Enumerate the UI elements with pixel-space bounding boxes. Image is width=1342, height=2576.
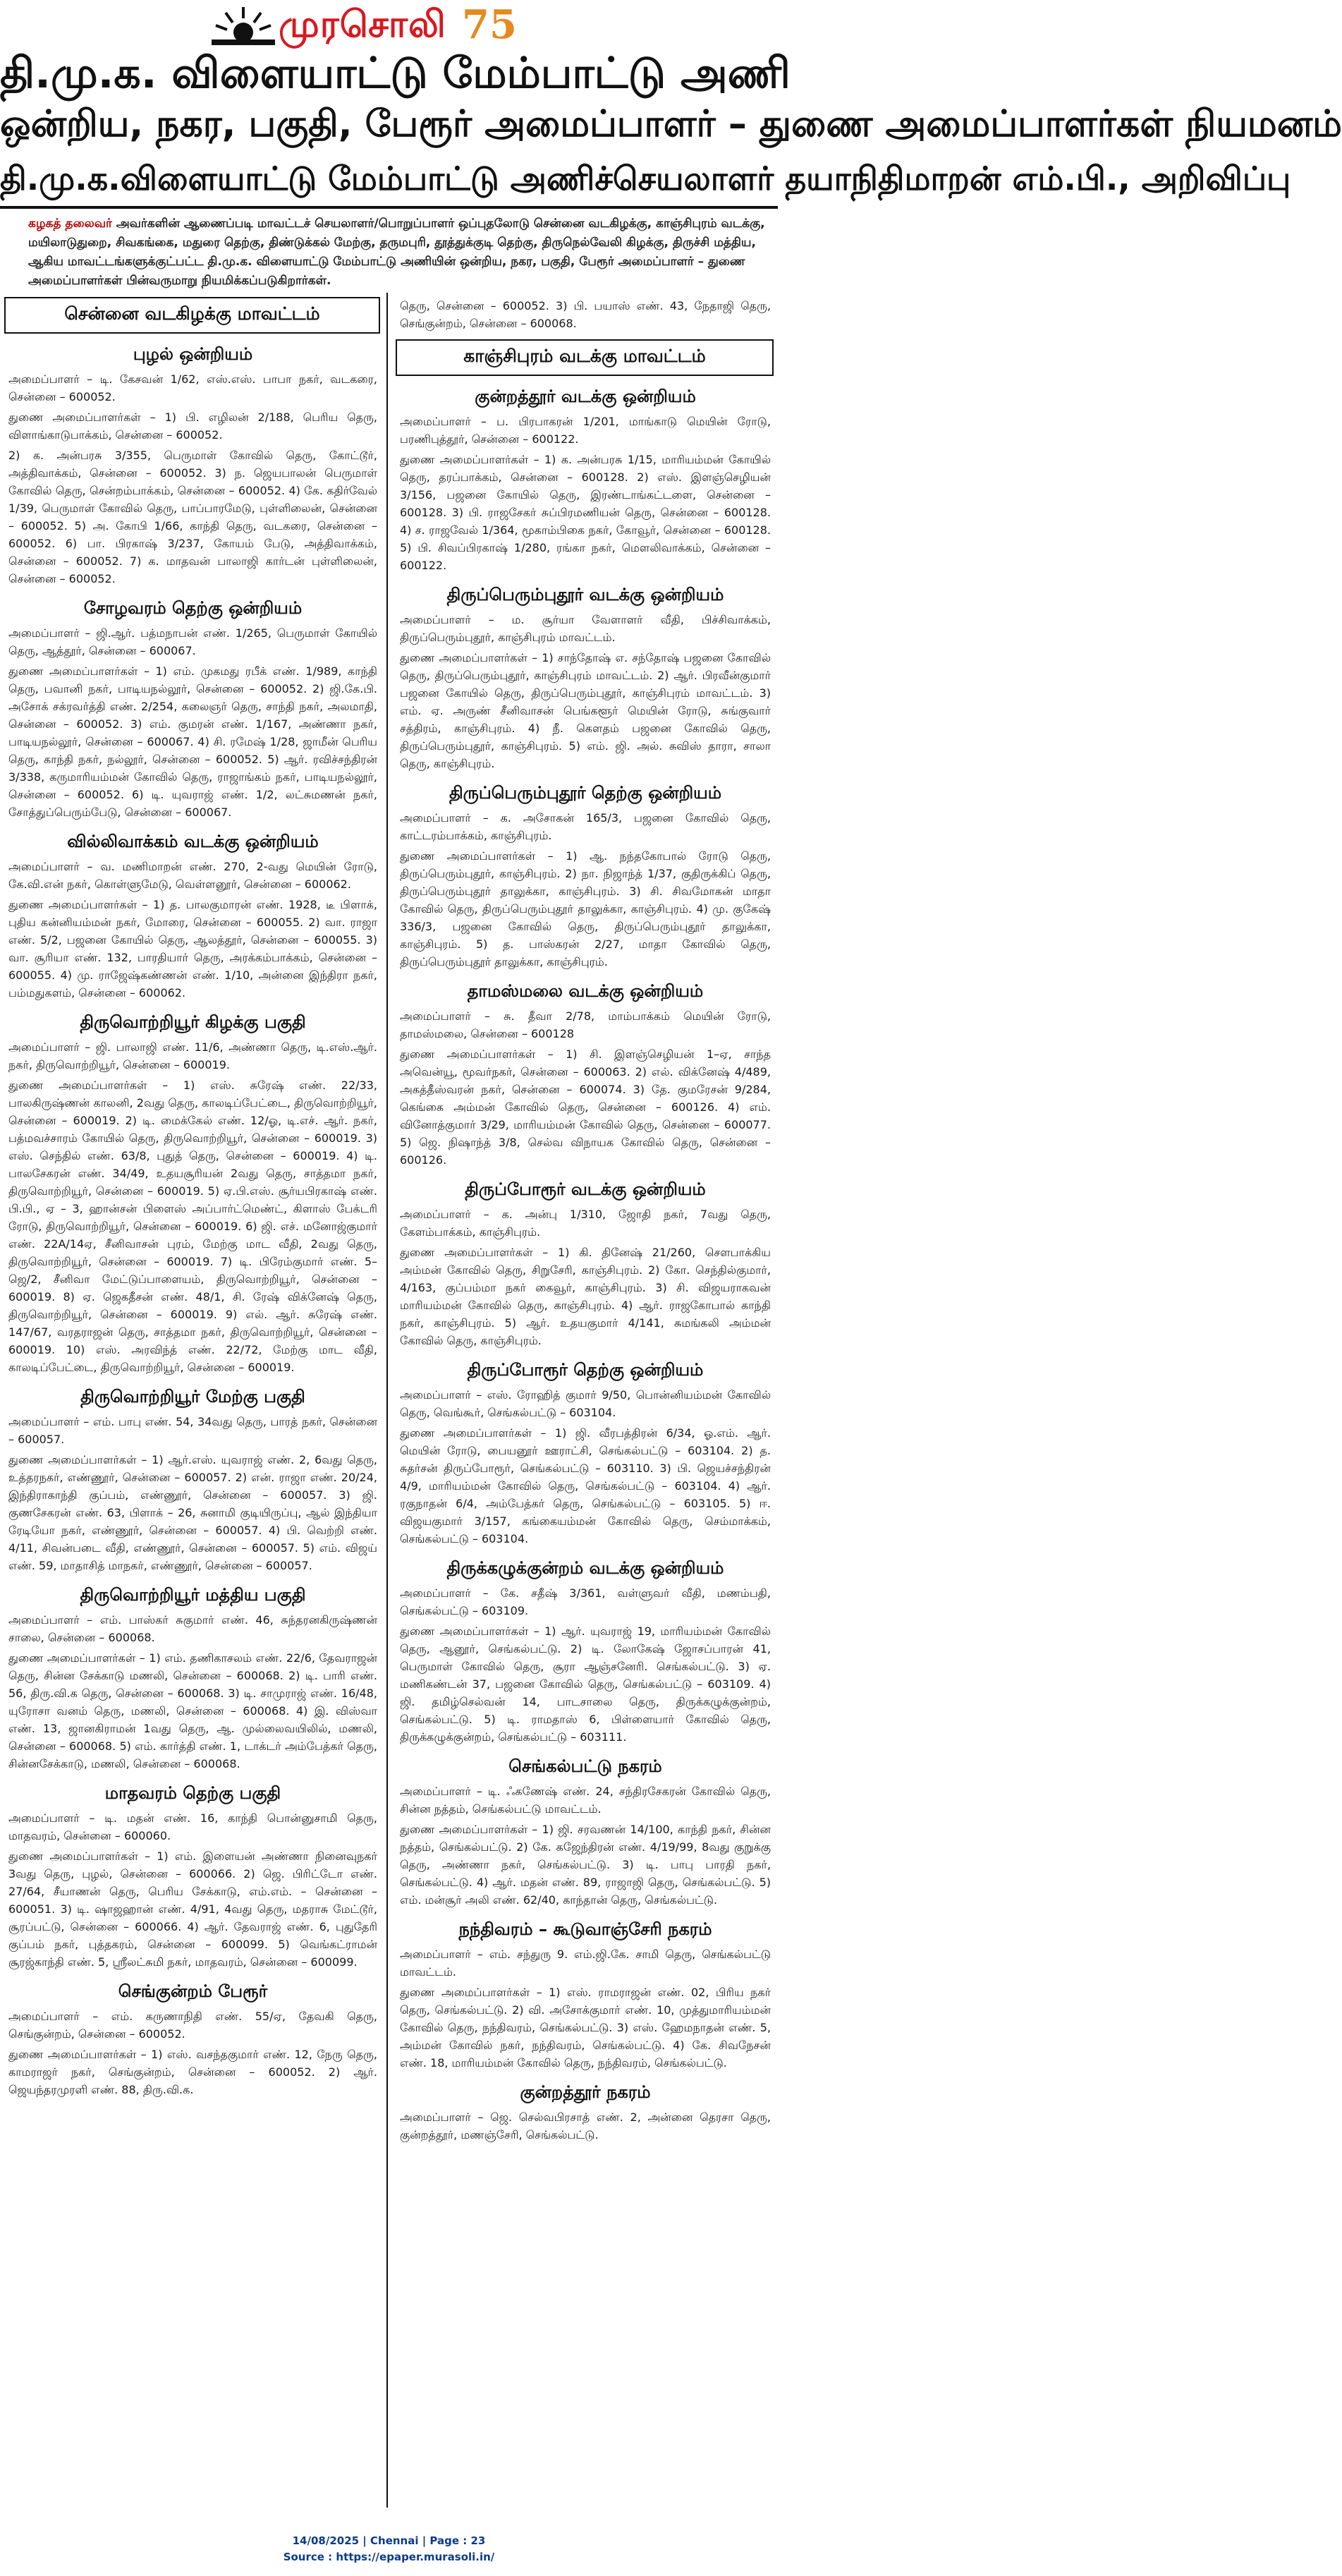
column-divider <box>386 293 388 2508</box>
district-header: காஞ்சிபுரம் வடக்கு மாவட்டம் <box>396 339 774 376</box>
anniversary-mark: 75 <box>462 1 517 48</box>
masthead-name: முரசொலி <box>279 3 446 46</box>
column-right <box>391 293 778 2515</box>
organizer-text: அமைப்பாளர் – கே. சதீஷ் 3/361, வள்ளுவர் வீதி, மணம்பதி, செங்கல்பட்டு – 603109. <box>400 1586 771 1617</box>
union-title: திருக்கழுக்குன்றம் வடக்கு ஒன்றியம் <box>446 1558 724 1578</box>
union-title: திருப்பெரும்புதூர் தெற்கு ஒன்றியம் <box>449 783 721 803</box>
organizer-text: அமைப்பாளர் – க. அன்பு 1/310, ஜோதி நகர், 7வது தெரு, கேளம்பாக்கம், காஞ்சிபுரம். <box>400 1208 771 1239</box>
union-title: புழல் ஒன்றியம் <box>133 344 253 364</box>
union-block <box>400 583 771 772</box>
organizer-text: அமைப்பாளர் – எஸ். ரோஹித் குமார் 9/50, பொன்னியம்மன் கோவில் தெரு, வெங்கூர், செங்கல்பட்டு – 603104. <box>400 1388 771 1419</box>
deputy-organizers-text: துணை அமைப்பாளர்கள் – 1) பி. எழிலன் 2/188, பெரிய தெரு, விளாங்காடுபாக்கம், சென்னை – 600052. <box>8 411 377 442</box>
union-title: சோழவரம் தெற்கு ஒன்றியம் <box>83 598 303 618</box>
deputy-organizers-text: துணை அமைப்பாளர்கள் – 1) த. பாலகுமாரன் எண். 1928, டீ பிளாக், புதிய கன்னியம்மன் நகர், மோரை, சென்னை – 600055. 2) வா. ராஜா எண். 5/2, பஜனை கோயில் தெரு, ஆலத்தூர், சென்னை – 600055. 3) வா. சூரியா எண். 132, பாரதியார் தெரு, அரக்கம்பாக்கம், சென்னை – 600055. 4) மு. ராஜேஷ்கண்ணன் எண். 1/10, அன்னை இந்திரா நகர், பம்மதுகளம், சென்னை – 600062. <box>8 898 377 1000</box>
union-block <box>400 384 771 574</box>
intro-lead: கழகத் தலைவர் <box>28 217 112 231</box>
union-title: குன்றத்தூர் வடக்கு ஒன்றியம் <box>475 387 696 406</box>
deputy-organizers-text: துணை அமைப்பாளர்கள் – 1) ஆ. நந்தகோபால் ரோடு தெரு, திருப்பெரும்புதூர், காஞ்சிபுரம். 2) நா. நிஜாந்த் 1/37, குதிருக்கிப் தெரு, திருப்பெரும்புதூர் தாலுக்கா, காஞ்சிபுரம். 3) சி. சிவமோகன் மாதா கோவில் தெரு, திருப்பெரும்புதூர் தாலுக்கா, காஞ்சிபுரம். 4) மு. குகேஷ் 336/3, பஜனை கோவில் தெரு, திருப்பெரும்புதூர் தாலுக்கா, காஞ்சிபுரம். 5) த. பாஸ்கரன் 2/27, மாதா கோவில் தெரு, திருப்பெரும்புதூர் தாலுக்கா, காஞ்சிபுரம். <box>400 849 771 968</box>
town-block <box>8 1979 377 2098</box>
union-block <box>400 781 771 971</box>
headline-main: தி.மு.க. விளையாட்டு மேம்பாட்டு அணி <box>0 49 791 98</box>
union-title: திருப்போரூர் தெற்கு ஒன்றியம் <box>467 1360 704 1380</box>
area-block <box>8 1583 377 1773</box>
page-footer <box>0 2518 778 2576</box>
area-title: திருவொற்றியூர் கிழக்கு பகுதி <box>80 1012 306 1032</box>
intro-text: அவர்களின் ஆணைப்படி மாவட்டச் செயலாளர்/பொறுப்பாளர் ஒப்புதலோடு சென்னை வடகிழக்கு, காஞ்சிபுரம் வடக்கு, மயிலாடுதுறை, சிவகங்கை, மதுரை தெற்கு, திண்டுக்கல் மேற்கு, தருமபுரி, தூத்துக்குடி தெற்கு, திருநெல்வேலி கிழக்கு, திருச்சி மத்திய, ஆகிய மாவட்டங்களுக்குட்பட்ட தி.மு.க. விளையாட்டு மேம்பாட்டு அணியின் ஒன்றிய, நகர, பகுதி, பேரூர் அமைப்பாளர் – துணை அமைப்பாளர்கள் பின்வருமாறு நியமிக்கப்படுகிறார்கள். <box>28 217 765 288</box>
deputy-organizers-text: துணை அமைப்பாளர்கள் – 1) எஸ். ராமராஜன் எண். 02, பிரிய நகர் தெரு, செங்கல்பட்டு. 2) வி. அசோக்குமார் எண். 10, முத்துமாரியம்மன் கோவில் தெரு, நந்திவரம், செங்கல்பட்டு. 3) எஸ். ஹேமநாதன் எண். 5, அம்மன் கோவில் நகர், நந்திவரம், செங்கல்பட்டு. 4) கே. சிவநேசன் எண். 18, மாரியம்மன் கோவில் தெரு, நந்திவரம், செங்கல்பட்டு. <box>400 1986 771 2070</box>
intro-paragraph <box>28 214 776 292</box>
union-title: வில்லிவாக்கம் வடக்கு ஒன்றியம் <box>67 832 319 851</box>
organizer-text: அமைப்பாளர் – வ. மணிமாறன் எண். 270, 2-வது மெயின் ரோடு, கே.வி.என் நகர், கொள்ளுமேடு, வெள்ளனூர், சென்னை – 600062. <box>8 860 377 891</box>
organizer-text: அமைப்பாளர் – எம். கருணாநிதி எண். 55/ஏ, தேவகி தெரு, செங்குன்றம், சென்னை – 600052. <box>8 2010 377 2041</box>
deputy-organizers-text: துணை அமைப்பாளர்கள் – 1) எம். இளையன் அண்ணா நினைவுநகர் 3வது தெரு, புழல், சென்னை – 600066. 2) ஜெ. பிரிட்டோ எண். 27/64, சீயாணன் தெரு, பெரிய சேக்காடு, எம்.எம். – சென்னை – 600051. 3) டி. ஷாஜஹான் எண். 4/91, 4வது தெரு, மதராசு மேட்டூர், சூரப்பட்டு, சென்னை – 600066. 4) ஆர். தேவராஜ் எண். 6, புதுதேரி குப்பம் நகர், புத்தகரம், சென்னை – 600099. 5) வெங்கட்ராமன் சூரஜ்காந்தி எண். 5, ஸ்ரீலட்சுமி நகர், மாதவரம், சென்னை – 600099. <box>8 1849 377 1969</box>
deputy-organizers-text: துணை அமைப்பாளர்கள் – 1) ஜி. சரவணன் 14/100, காந்தி நகர், சின்ன நத்தம், செங்கல்பட்டு. 2) கே. கஜேந்திரன் எண். 4/19/99, 8வது குறுக்கு தெரு, அண்ணா நகர், செங்கல்பட்டு. 3) டி. பாபு பாரதி நகர், செங்கல்பட்டு. 4) ஆர். மதன் எண். 89, ராஜாஜி தெரு, செங்கல்பட்டு. 5) எம். மன்சூர் அலி எண். 62/40, காந்தான் தெரு, செங்கல்பட்டு. <box>400 1823 771 1907</box>
town-block <box>400 1754 771 1909</box>
organizer-text: அமைப்பாளர் – சு. தீவா 2/78, மாம்பாக்கம் மெயின் ரோடு, தாமஸ்மலை, சென்னை – 600128 <box>400 1009 771 1040</box>
town-block <box>400 1917 771 2072</box>
masthead-logo <box>212 3 550 47</box>
town-block <box>400 2080 771 2144</box>
area-title: மாதவரம் தெற்கு பகுதி <box>104 1783 281 1803</box>
deputy-organizers-text: துணை அமைப்பாளர்கள் – 1) சாந்தோஷ் எ. சந்தோஷ் பஜனை கோவில் தெரு, திருப்பெரும்புதூர், காஞ்சிபுரம் மாவட்டம். 2) ஆர். பிரவீன்குமார் பஜனை கோயில் தெரு, திருப்பெரும்புதூர், காஞ்சிபுரம் மாவட்டம். 3) எம். ஏ. அருண் சீனிவாசன் பெங்களூர் மெயின் ரோடு, சுங்குவார் சத்திரம், காஞ்சிபுரம். 4) நீ. கௌதம் பஜனை கோவில் தெரு, திருப்பெரும்புதூர், காஞ்சிபுரம். 5) எம். ஜி. அல். சுவிஸ் தாரா, சாலா தெரு, காஞ்சிபுரம். <box>400 651 771 770</box>
union-block <box>400 1177 771 1349</box>
organizer-text: அமைப்பாளர் – ம. சூர்யா வேளாளர் வீதி, பிச்சிவாக்கம், திருப்பெரும்புதூர், காஞ்சிபுரம் மாவட்டம். <box>400 613 771 644</box>
organizer-text: அமைப்பாளர் – க. அசோகன் 165/3, பஜனை கோவில் தெரு, காட்டரம்பாக்கம், காஞ்சிபுரம். <box>400 811 771 842</box>
rising-sun-emblem-icon <box>212 4 275 45</box>
union-block <box>8 342 377 588</box>
deputy-organizers-text: துணை அமைப்பாளர்கள் – 1) எம். தணிகாசலம் எண். 22/6, தேவராஜன் தெரு, சின்ன சேக்காடு மணலி, சென்னை – 600068. 2) டி. பாரி எண். 56, திரு.வி.க தெரு, சென்னை – 600068. 3) டி. சாமுராஜ் எண். 16/48, யுரோசா வனம் தெரு, மணலி, சென்னை – 600068. 4) இ. விஸ்வா எண். 13, ஜானகிராமன் 1வது தெரு, ஆ. முல்லைவயிலில், மணலி, சென்னை – 600068. 5) எம். கார்த்தி எண். 1, டாக்டர் அம்பேத்கர் தெரு, சின்னசேக்காடு, மணலி, சென்னை – 600068. <box>8 1651 377 1770</box>
area-block <box>8 1010 377 1376</box>
deputy-organizers-text: துணை அமைப்பாளர்கள் – 1) க. அன்பரசு 1/15, மாரியம்மன் கோயில் தெரு, தரப்பாக்கம், சென்னை – 600128. 2) எஸ். இளஞ்செழியன் 3/156, பஜனை கோயில் தெரு, இரண்டாங்கட்டளை, சென்னை – 600128. 3) பி. ராஜசேகர் சுப்பிரமணியன் தெரு, சென்னை – 600128. 4) ச. ராஜவேல் 1/364, மூகாம்பிகை நகர், கோவூர், சென்னை – 600128. 5) பி. சிவப்பிரகாஷ் 1/280, ரங்கா நகர், மௌலிவாக்கம், சென்னை – 600122. <box>400 453 771 572</box>
district-header: சென்னை வடகிழக்கு மாவட்டம் <box>4 297 380 334</box>
union-block <box>400 1358 771 1548</box>
deputy-organizers-text: துணை அமைப்பாளர்கள் – 1) கி. தினேஷ் 21/260, சௌபாக்கிய அம்மன் கோவில் தெரு, சிறுசேரி, காஞ்சிபுரம். 2) கோ. செந்தில்குமார், 4/163, குப்பம்மா நகர் கைவூர், காஞ்சிபுரம். 3) சி. விஜயராகவன் மாரியம்மன் கோவில் தெரு, காஞ்சிபுரம். 4) ஆர். ராஜகோபால் காந்தி நகர், காஞ்சிபுரம். 5) ஆர். உதயகுமார் 4/141, சுமங்கலி அம்மன் கோவில் தெரு, காஞ்சிபுரம். <box>400 1246 771 1347</box>
deputy-organizers-text: துணை அமைப்பாளர்கள் – 1) எஸ். வசந்தகுமார் எண். 12, நேரு தெரு, காமராஜர் நகர், செங்குன்றம், சென்னை – 600052. 2) ஆர். ஜெயந்தரமுரளி எண். 88, திரு.வி.க. <box>8 2048 377 2096</box>
area-title: திருவொற்றியூர் மத்திய பகுதி <box>80 1585 306 1605</box>
organizer-text: அமைப்பாளர் – டி. மதன் எண். 16, காந்தி பொன்னுசாமி தெரு, மாதவரம், சென்னை – 600060. <box>8 1811 377 1842</box>
headline-announcement: தி.மு.க.விளையாட்டு மேம்பாட்டு அணிச்செயலாளர் தயாநிதிமாறன் எம்.பி., அறிவிப்பு <box>0 159 1291 198</box>
organizer-text: அமைப்பாளர் – எம். பாஸ்கர் சுகுமார் எண். 46, சுந்தரனகிருஷ்ணன் சாலை, சென்னை – 600068. <box>8 1613 377 1644</box>
deputy-organizers-text: துணை அமைப்பாளர்கள் – 1) எஸ். சுரேஷ் எண். 22/33, பாலகிருஷ்ணன் காலனி, 2வது தெரு, காலடிப்பேட்டை, திருவொற்றியூர், சென்னை – 600019. 2) டி. மைக்கேல் எண். 12/ஓ, டி.எச். ஆர். நகர், பத்மவச்சாரம் கோயில் தெரு, திருவொற்றியூர், சென்னை – 600019. 3) எஸ். செந்தில் எண். 63/8, புதுத் தெரு, சென்னை – 600019. 4) டி. பாலசேகரன் எண். 34/49, உதயசூரியன் 2வது தெரு, சாத்தமா நகர், திருவொற்றியூர், சென்னை – 600019. 5) ஏ.பி.எஸ். சூர்யபிரகாஷ் எண். பி.பி., ஏ – 3, ஹான்சன் பிளைஸ் அப்பார்ட்மெண்ட், கிளாஸ் பேக்டரி ரோடு, திருவொற்றியூர், சென்னை – 600019. 6) ஜி. எச். மனோஜ்குமார் எண். 22A/14ஏ, சீனிவாசன் புரம், மேற்கு மாட வீதி, 2வது தெரு, திருவொற்றியூர், சென்னை – 600019. 7) டி. பிரேம்குமார் எண். 5–ஜெ/2, சீனிவா மேட்டுப்பாளையம், திருவொற்றியூர், சென்னை – 600019. 8) ஏ. ஜெகதீசன் எண். 48/1, சி. ரேஷ் விக்னேஷ் தெரு, திருவொற்றியூர், சென்னை – 600019. 9) எல். ஆர். சுரேஷ் எண். 147/67, வரதராஜன் தெரு, சாத்தமா நகர், திருவொற்றியூர், சென்னை – 600019. 10) எஸ். அரவிந்த் எண். 22/72, மேற்கு மாட வீதி, காலடிப்பேட்டை, திருவொற்றியூர், சென்னை – 600019. <box>8 1079 377 1374</box>
area-block <box>8 1385 377 1574</box>
column-left <box>0 293 384 2515</box>
organizer-text: அமைப்பாளர் – டி. கேசவன் 1/62, எஸ்.எஸ். பாபா நகர், வடகரை, சென்னை – 600052. <box>8 372 377 403</box>
deputy-organizers-text: துணை அமைப்பாளர்கள் – 1) ஆர். யுவராஜ் 19, மாரியம்மன் கோவில் தெரு, ஆனூர், செங்கல்பட்டு. 2) டி. லோகேஷ் ஜோசப்பாரன் 41, பெருமாள் கோவில் தெரு, சூரா ஆஞ்சனேரி. செங்கல்பட்டு. 3) ஏ. மணிகண்டன் 37, பஜனை கோவில் தெரு, செங்கல்பட்டு – 603109. 4) ஜி. தமிழ்செல்வன் 14, பாடசாலை தெரு, திருக்கழுக்குன்றம், செங்கல்பட்டு. 5) டி. ராமதாஸ் 6, பிள்ளையார் கோவில் தெரு, திருக்கழுக்குன்றம், செங்கல்பட்டு – 603111. <box>400 1624 771 1744</box>
deputy-organizers-text: துணை அமைப்பாளர்கள் – 1) ஆர்.எஸ். யுவராஜ் எண். 2, 6வது தெரு, உத்தரநகர், எண்ணூர், சென்னை – 600057. 2) என். ராஜா எண். 20/24, இந்திராகாந்தி குப்பம், எண்ணூர், சென்னை – 600057. 3) ஜி. குணசேகரன் எண். 63, பிளாக் – 26, சுனாமி குடியிருப்பு, ஆல் இந்தியா ரேடியோ நகர், எண்ணூர், சென்னை – 600057. 4) பி. வெற்றி எண். 4/11, சிவன்படை வீதி, எண்ணூர், சென்னை – 600057. 5) எம். விஜய் எண். 59, மாதாசித் மாநகர், எண்ணூர், சென்னை – 600057. <box>8 1453 377 1572</box>
organizer-text: அமைப்பாளர் – எம். பாபு எண். 54, 34வது தெரு, பாரத் நகர், சென்னை – 600057. <box>8 1415 377 1446</box>
deputy-organizers-text: 2) க. அன்பரசு 3/355, பெருமாள் கோவில் தெரு, கோட்டூர், அத்திவாக்கம், சென்னை – 600052. 3) ந. ஜெயபாலன் பெருமாள் கோவில் தெரு, சென்றம்பாக்கம், சென்னை – 600052. 4) கே. கதிர்வேல் 1/39, பெருமாள் கோவில் தெரு, பாப்பாரமேடு, புள்ளிலைன், சென்னை – 600052. 5) அ. கோபி 1/66, காந்தி தெரு, வடகரை, சென்னை – 600052. 6) பா. பிரகாஷ் 3/237, கோயம் பேடு, அத்திவாக்கம், சென்னை – 600052. 7) க. மாதவன் பாலாஜி கார்டன் புள்ளிலைன், சென்னை – 600052. <box>8 449 377 585</box>
organizer-text: அமைப்பாளர் – ஜி. பாலாஜி எண். 11/6, அண்ணா தெரு, டி.எஸ்.ஆர். நகர், திருவொற்றியூர், சென்னை – 600019. <box>8 1040 377 1071</box>
union-title: திருப்பெரும்புதூர் வடக்கு ஒன்றியம் <box>446 585 724 604</box>
organizer-text: அமைப்பாளர் – ஜெ. செல்வபிரசாத் எண். 2, அன்னை தெரசா தெரு, குன்றத்தூர், மணஞ்சேரி, செங்கல்பட்டு. <box>400 2110 771 2141</box>
union-block <box>8 830 377 1002</box>
masthead <box>0 0 778 49</box>
footer-date-page: 14/08/2025 | Chennai | Page : 23 <box>292 2534 486 2547</box>
organizer-text: அமைப்பாளர் – ப. பிரபாகரன் 1/201, மாங்காடு மெயின் ரோடு, பரணிபுத்தூர், சென்னை – 600122. <box>400 415 771 446</box>
deputy-organizers-text: துணை அமைப்பாளர்கள் – 1) எம். முகமது ரபீக் எண். 1/989, காந்தி தெரு, பவானி நகர், பாடியநல்லூர், சென்னை – 600052. 2) ஜி.கே.பி. அசோக் சக்ரவர்த்தி எண். 2/254, கலைஞர் தெரு, சாந்தி நகர், அலமாதி, சென்னை – 600052. 3) எம். குமரன் எண். 1/167, அண்ணா நகர், பாடியநல்லூர், சென்னை – 600067. 4) சி. ரமேஷ் 1/28, ஜாமீன் பெரிய தெரு, காந்தி நகர், நல்லூர், சென்னை – 600052. 5) ஆர். ரவிச்சந்திரன் 3/338, கருமாரியம்மன் கோவில் தெரு, ராஜாங்கம் நகர், பாடியநல்லூர், சென்னை – 600052. 6) டி. யுவராஜ் எண். 1/2, லட்சுமணன் நகர், சோத்துப்பெரும்பேடு, சென்னை – 600067. <box>8 664 377 819</box>
union-block <box>400 1556 771 1746</box>
organizer-text: அமைப்பாளர் – டி. ஃகணேஷ் எண். 24, சந்திரசேகரன் கோவில் தெரு, சின்ன நத்தம், செங்கல்பட்டு மாவட்டம். <box>400 1785 771 1816</box>
continued-text: தெரு, சென்னை – 600052. 3) பி. பயாஸ் எண். 43, நேதாஜி தெரு, செங்குன்றம், சென்னை – 600068. <box>400 299 771 330</box>
area-title: திருவொற்றியூர் மேற்கு பகுதி <box>80 1387 305 1407</box>
deputy-organizers-text: துணை அமைப்பாளர்கள் – 1) ஜி. வீரபத்திரன் 6/34, ஓ.எம். ஆர். மெயின் ரோடு, பையனூர் ஊராட்சி, செங்கல்பட்டு – 603104. 2) த. சுதர்சன் திருப்போரூர், செங்கல்பட்டு – 603110. 3) பி. ஜெயச்சந்திரன் 4/9, மாரியம்மன் கோவில் தெரு, செங்கல்பட்டு – 603104. 4) ஆர். ரகுநாதன் 6/4, அம்பேத்கர் தெரு, செங்கல்பட்டு – 603105. 5) ஈ. விஜயகுமார் 3/157, கங்கையம்மன் கோவில் தெரு, செம்மாக்கம், செங்கல்பட்டு – 603104. <box>400 1426 771 1545</box>
headline-divider <box>0 206 778 209</box>
footer-source-link[interactable]: Source : https://epaper.murasoli.in/ <box>283 2551 495 2563</box>
union-title: திருப்போரூர் வடக்கு ஒன்றியம் <box>465 1179 706 1199</box>
town-title: குன்றத்தூர் நகரம் <box>520 2082 651 2102</box>
deputy-organizers-text: துணை அமைப்பாளர்கள் – 1) சி. இளஞ்செழியன் 1–ஏ, சாந்த அவென்யூ, மூவர்நகர், சென்னை – 600063. 2) எல். விக்னேஷ் 4/489, அகத்தீஸ்வரன் நகர், சென்னை – 600074. 3) தே. குமரேசன் 9/284, கெங்கை அம்மன் கோவில் தெரு, சென்னை – 600126. 4) எம். வினோத்குமார் 3/29, மாரியம்மன் கோவில் தெரு, சென்னை – 600077. 5) ஜெ. நிஷாந்த் 3/8, செல்வ விநாயக கோவில் தெரு, சென்னை – 600126. <box>400 1047 771 1167</box>
town-title: செங்கல்பட்டு நகரம் <box>508 1756 662 1776</box>
continued-text-block <box>400 297 771 332</box>
headline-sub: ஒன்றிய, நகர, பகுதி, பேரூர் அமைப்பாளர் – துணை அமைப்பாளர்கள் நியமனம் <box>0 103 1342 145</box>
town-title: செங்குன்றம் பேரூர் <box>118 1981 268 2001</box>
union-block <box>400 979 771 1169</box>
organizer-text: அமைப்பாளர் – ஜி.ஆர். பத்மநாபன் எண். 1/265, பெருமாள் கோயில் தெரு, ஆத்தூர், சென்னை – 600067. <box>8 626 377 657</box>
area-block <box>8 1781 377 1971</box>
organizer-text: அமைப்பாளர் – எம். சந்துரு 9. எம்.ஜி.கே. சாமி தெரு, செங்கல்பட்டு மாவட்டம். <box>400 1948 771 1979</box>
town-title: நந்திவரம் – கூடுவாஞ்சேரி நகரம் <box>458 1919 712 1939</box>
union-block <box>8 596 377 821</box>
union-title: தாமஸ்மலை வடக்கு ஒன்றியம் <box>467 981 704 1001</box>
